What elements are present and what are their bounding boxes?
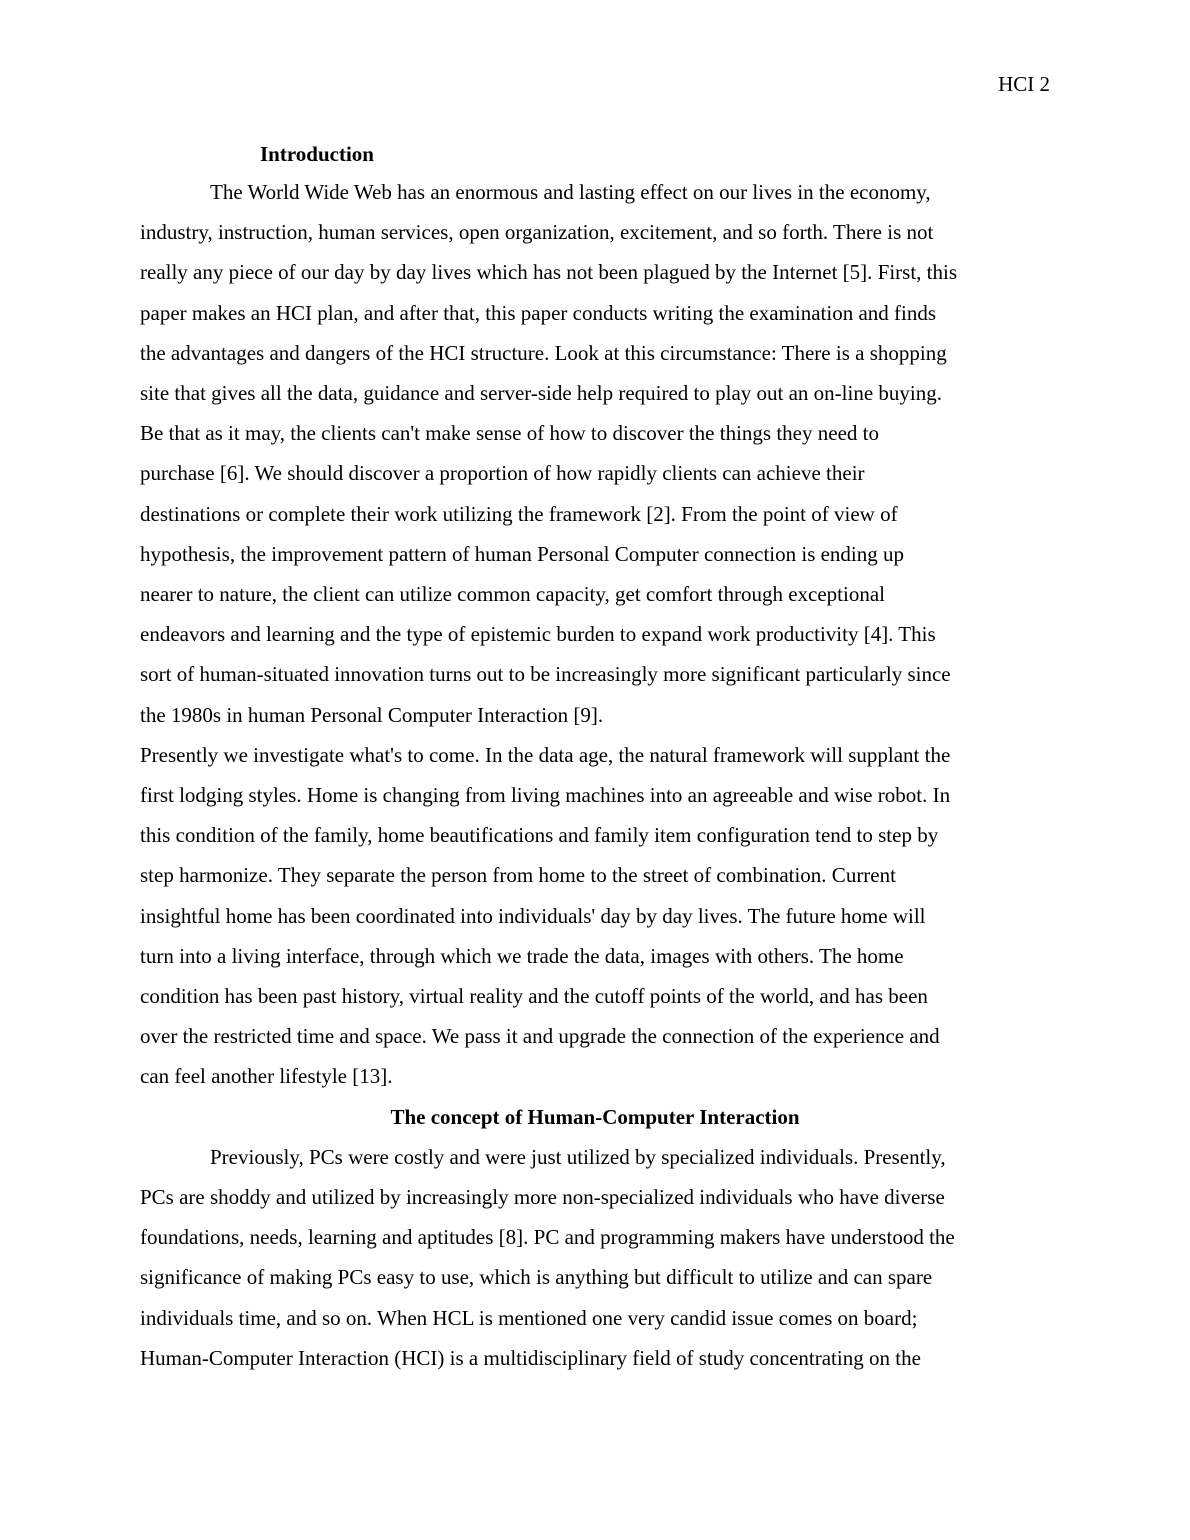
paragraph-line: sort of human-situated innovation turns out to be increasingly more significant particularly since [140,662,951,687]
paragraph-line: individuals time, and so on. When HCL is mentioned one very candid issue comes on board; [140,1305,918,1330]
running-head: HCI 2 [998,72,1050,96]
document-body [140,136,1050,1378]
paragraph-line: can feel another lifestyle [13]. [140,1064,393,1089]
paragraph-line: foundations, needs, learning and aptitudes [8]. PC and programming makers have understood the [140,1225,955,1250]
paragraph-line: Presently we investigate what's to come. In the data age, the natural framework will supplant the [140,742,951,767]
paragraph-line: nearer to nature, the client can utilize common capacity, get comfort through exceptional [140,582,885,607]
paragraph-line: endeavors and learning and the type of epistemic burden to expand work productivity [4]. This [140,622,936,647]
paragraph-line: insightful home has been coordinated into individuals' day by day lives. The future home will [140,903,926,928]
paragraph-line: step harmonize. They separate the person from home to the street of combination. Current [140,863,896,888]
paragraph-line: industry, instruction, human services, open organization, excitement, and so forth. There is not [140,220,934,245]
paragraph-line: purchase [6]. We should discover a proportion of how rapidly clients can achieve their [140,461,865,486]
paragraph-line: first lodging styles. Home is changing from living machines into an agreeable and wise robot. In [140,783,951,808]
concept-heading: The concept of Human-Computer Interaction [390,1104,800,1129]
paragraph-line: PCs are shoddy and utilized by increasingly more non-specialized individuals who have diverse [140,1185,945,1210]
paragraph-line: condition has been past history, virtual reality and the cutoff points of the world, and has been [140,984,928,1009]
paragraph-line: the advantages and dangers of the HCI structure. Look at this circumstance: There is a shopping [140,340,947,365]
paragraph-line: The World Wide Web has an enormous and lasting effect on our lives in the economy, [210,180,931,204]
introduction-heading: Introduction [260,142,374,166]
paragraph-line: the 1980s in human Personal Computer Interaction [9]. [140,702,604,727]
paragraph-line: destinations or complete their work utilizing the framework [2]. From the point of view of [140,501,898,526]
paragraph-line: site that gives all the data, guidance and server-side help required to play out an on-line buying. [140,381,942,406]
paragraph-line: turn into a living interface, through which we trade the data, images with others. The home [140,943,904,968]
paragraph-line: Previously, PCs were costly and were just utilized by specialized individuals. Presently, [210,1144,946,1169]
paragraph-line: hypothesis, the improvement pattern of human Personal Computer connection is ending up [140,541,905,566]
paragraph-line: really any piece of our day by day lives which has not been plagued by the Internet [5]. First, this [140,260,958,285]
paragraph-line: Human-Computer Interaction (HCI) is a multidisciplinary field of study concentrating on the [140,1345,921,1370]
paragraph-line: paper makes an HCI plan, and after that, this paper conducts writing the examination and finds [140,300,937,325]
introduction-paragraph-1 [140,172,1050,735]
paragraph-line: Be that as it may, the clients can't make sense of how to discover the things they need to [140,421,879,446]
paragraph-line: significance of making PCs easy to use, which is anything but difficult to utilize and can spare [140,1265,933,1290]
introduction-paragraph-2 [140,735,1050,1097]
paragraph-line: over the restricted time and space. We pass it and upgrade the connection of the experience and [140,1024,940,1049]
paragraph-line: this condition of the family, home beautifications and family item configuration tend to step by [140,823,939,848]
concept-paragraph [140,1137,1050,1378]
